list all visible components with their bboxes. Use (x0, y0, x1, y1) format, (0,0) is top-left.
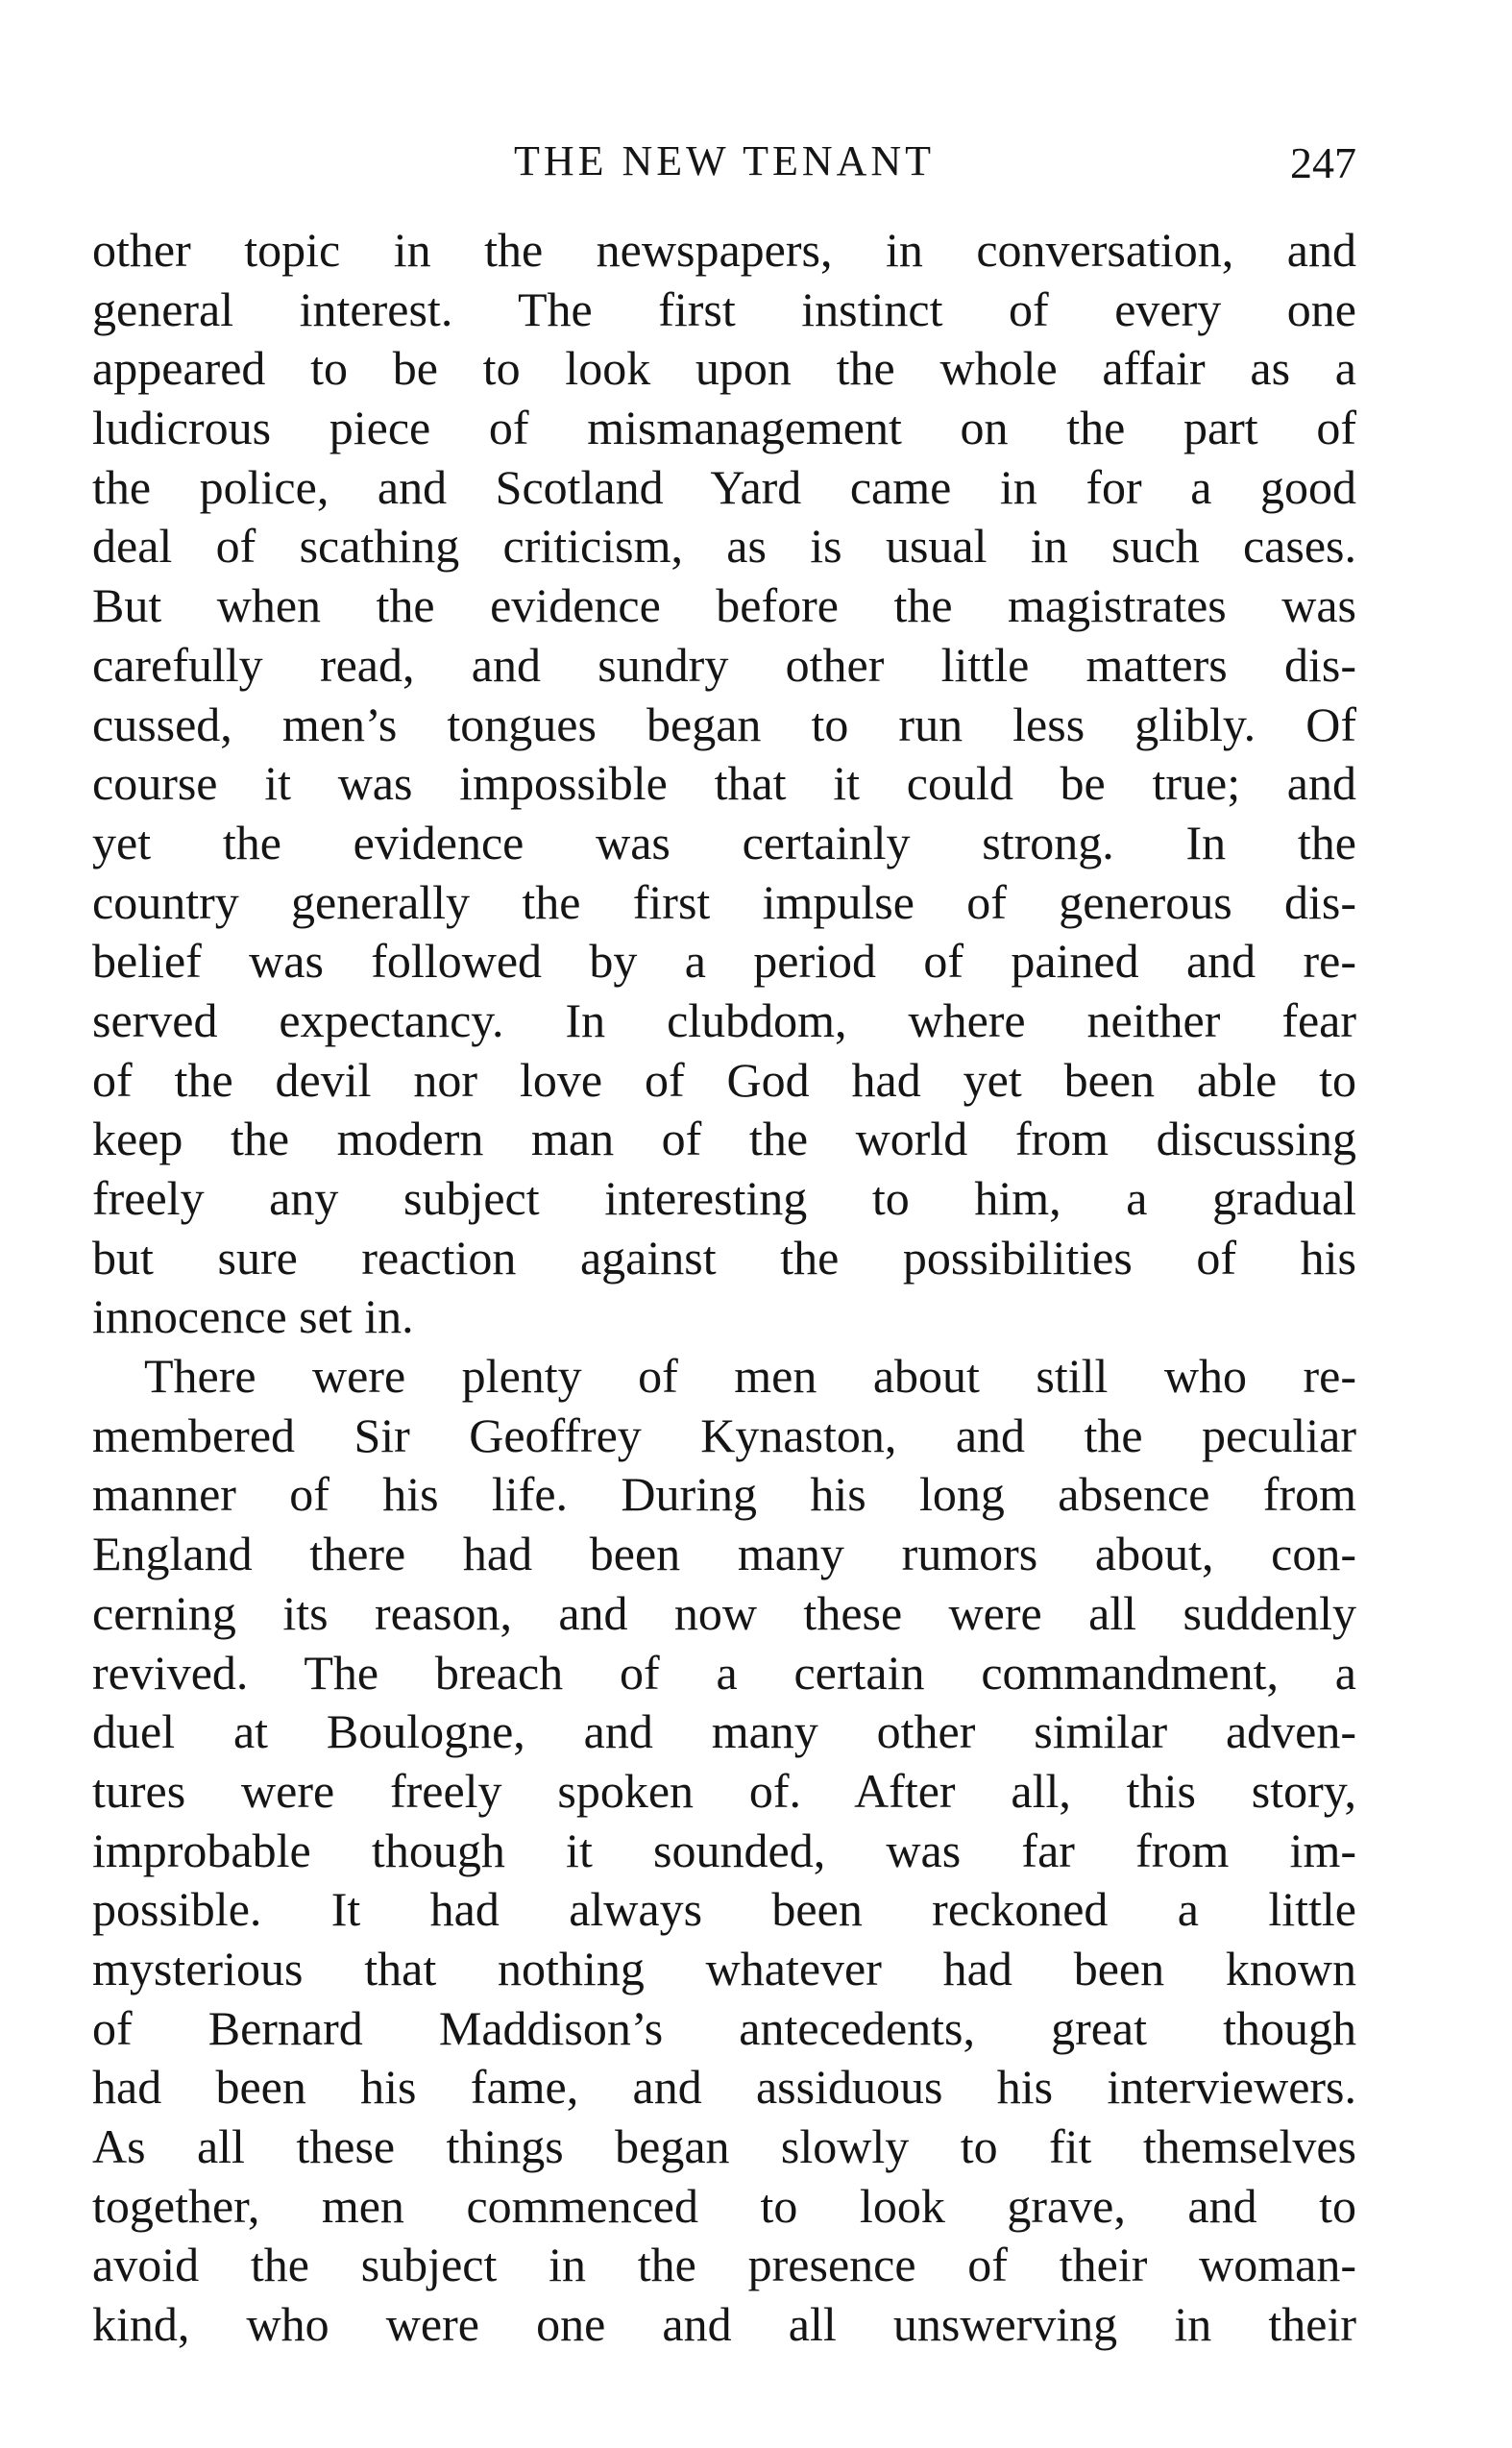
text-line: belief was followed by a period of pained and re- (92, 934, 1356, 989)
text-line: deal of scathing criticism, as is usual in such cases. (92, 519, 1356, 574)
text-line: mysterious that nothing whatever had been known (92, 1941, 1356, 1995)
text-line: country generally the first impulse of generous dis- (92, 874, 1356, 929)
text-line: freely any subject interesting to him, a gradual (92, 1171, 1356, 1225)
text-line: improbable though it sounded, was far from im- (92, 1823, 1356, 1877)
text-line: course it was impossible that it could be true; and (92, 756, 1356, 811)
text-line: As all these things began slowly to fit themselves (92, 2119, 1356, 2173)
running-header (92, 133, 1356, 190)
text-line: appeared to be to look upon the whole affair as a (92, 341, 1356, 396)
text-line: keep the modern man of the world from discussing (92, 1112, 1356, 1166)
text-line: together, men commenced to look grave, and to (92, 2178, 1356, 2233)
text-line: the police, and Scotland Yard came in for a good (92, 459, 1356, 514)
running-title: THE NEW TENANT (513, 137, 936, 184)
text-line: membered Sir Geoffrey Kynaston, and the peculiar (92, 1408, 1356, 1462)
text-line: revived. The breach of a certain commandment, a (92, 1645, 1356, 1700)
text-line: kind, who were one and all unswerving in their (92, 2297, 1356, 2352)
text-line: of the devil nor love of God had yet been able to (92, 1052, 1356, 1107)
text-line: cussed, men’s tongues began to run less glibly. Of (92, 697, 1356, 751)
text-line: but sure reaction against the possibilities of his (92, 1230, 1356, 1285)
paragraph-start-line: There were plenty of men about still who re- (144, 1349, 1356, 1404)
text-line: had been his fame, and assiduous his interviewers. (92, 2060, 1356, 2115)
text-line: But when the evidence before the magistrates was (92, 578, 1356, 633)
text-line: other topic in the newspapers, in conversation, and (92, 223, 1356, 277)
body-text (92, 221, 1356, 2355)
text-line: carefully read, and sundry other little matters dis- (92, 637, 1356, 692)
text-line: tures were freely spoken of. After all, this story, (92, 1763, 1356, 1818)
page-number: 247 (1290, 138, 1356, 187)
text-line: manner of his life. During his long absence from (92, 1467, 1356, 1522)
text-line: avoid the subject in the presence of their woman- (92, 2238, 1356, 2292)
text-line: yet the evidence was certainly strong. In the (92, 815, 1356, 869)
text-line: England there had been many rumors about, con- (92, 1527, 1356, 1581)
text-line: possible. It had always been reckoned a little (92, 1882, 1356, 1937)
paragraph-end-line: innocence set in. (92, 1289, 414, 1344)
text-line: cerning its reason, and now these were all suddenly (92, 1585, 1356, 1640)
text-line: duel at Boulogne, and many other similar adven- (92, 1704, 1356, 1759)
text-line: served expectancy. In clubdom, where neither fear (92, 992, 1356, 1047)
text-line: ludicrous piece of mismanagement on the part of (92, 401, 1356, 455)
text-line: general interest. The first instinct of every one (92, 282, 1356, 336)
text-line: of Bernard Maddison’s antecedents, great though (92, 2000, 1356, 2055)
